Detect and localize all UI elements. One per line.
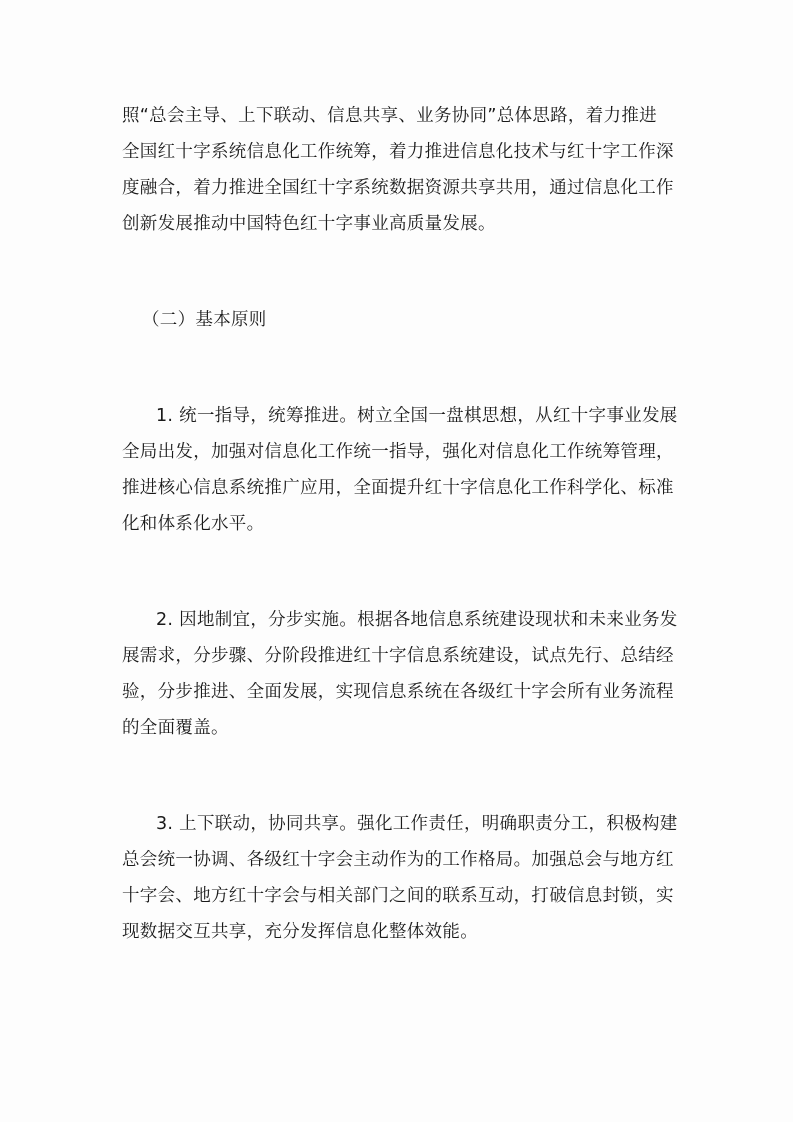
text-line: 1. 统一指导，统筹推进。树立全国一盘棋思想，从红十字事业发展 bbox=[156, 406, 678, 426]
text-line: 十字会、地方红十字会与相关部门之间的联系互动，打破信息封锁，实 bbox=[122, 886, 674, 906]
spacer bbox=[122, 542, 682, 602]
text-line: 总会统一协调、各级红十字会主动作为的工作格局。加强总会与地方红 bbox=[122, 850, 674, 870]
principle-paragraph-3 bbox=[122, 806, 682, 950]
spacer bbox=[122, 746, 682, 806]
text-line: 验，分步推进、全面发展，实现信息系统在各级红十字会所有业务流程 bbox=[122, 682, 674, 702]
text-line: 推进核心信息系统推广应用，全面提升红十字信息化工作科学化、标准 bbox=[122, 478, 674, 498]
principle-paragraph-1 bbox=[122, 398, 682, 542]
text-line: 创新发展推动中国特色红十字事业高质量发展。 bbox=[122, 214, 496, 234]
section-heading: （二）基本原则 bbox=[142, 310, 267, 330]
text-line: 化和体系化水平。 bbox=[122, 514, 265, 534]
text-line: 2. 因地制宜，分步实施。根据各地信息系统建设现状和未来业务发 bbox=[156, 610, 678, 630]
text-line: 全局出发，加强对信息化工作统一指导，强化对信息化工作统筹管理， bbox=[122, 442, 674, 462]
document-body bbox=[122, 98, 682, 950]
spacer bbox=[122, 242, 682, 302]
text-line: 度融合，着力推进全国红十字系统数据资源共享共用，通过信息化工作 bbox=[122, 178, 674, 198]
text-line: 的全面覆盖。 bbox=[122, 718, 229, 738]
text-line: 全国红十字系统信息化工作统筹，着力推进信息化技术与红十字工作深 bbox=[122, 142, 674, 162]
text-line: 现数据交互共享，充分发挥信息化整体效能。 bbox=[122, 922, 478, 942]
text-line: 3. 上下联动，协同共享。强化工作责任，明确职责分工，积极构建 bbox=[156, 814, 678, 834]
text-line: 照“总会主导、上下联动、信息共享、业务协同”总体思路，着力推进 bbox=[122, 106, 657, 126]
text-line: 展需求，分步骤、分阶段推进红十字信息系统建设，试点先行、总结经 bbox=[122, 646, 674, 666]
principle-paragraph-2 bbox=[122, 602, 682, 746]
intro-paragraph bbox=[122, 98, 682, 242]
spacer bbox=[122, 338, 682, 398]
